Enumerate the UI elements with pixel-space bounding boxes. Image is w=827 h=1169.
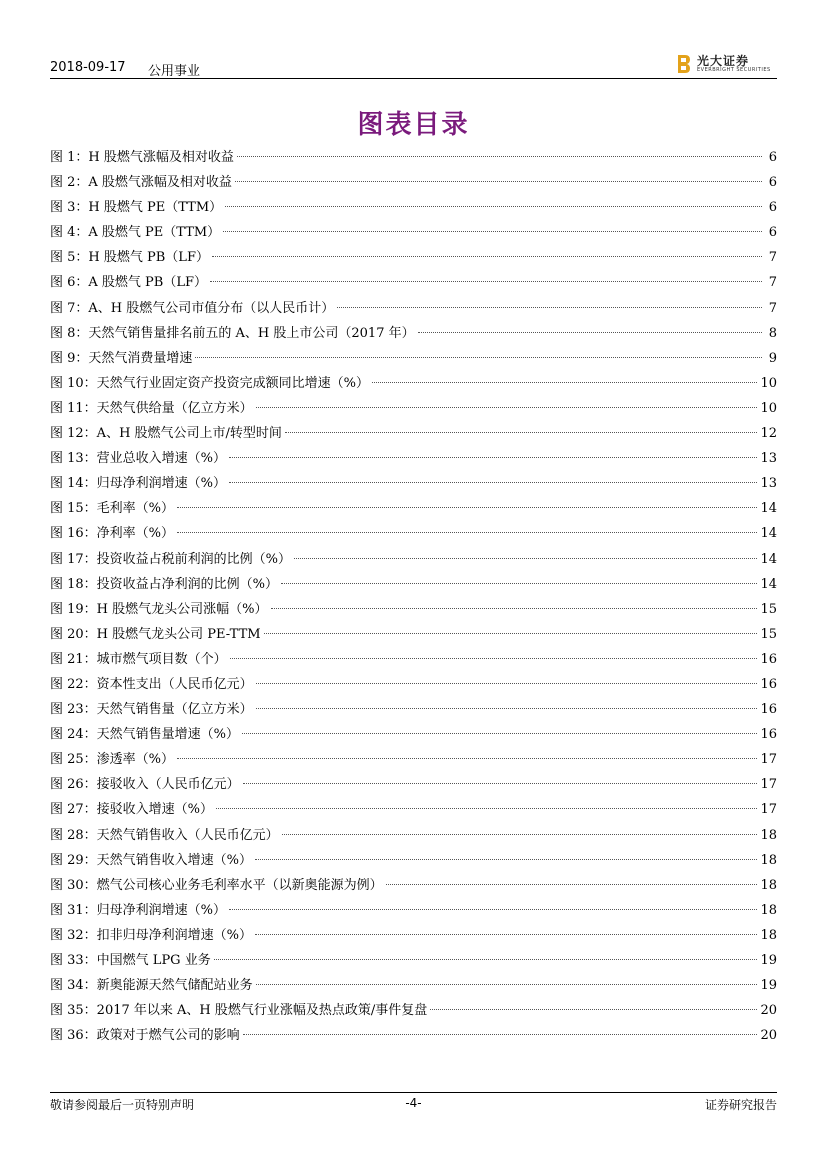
toc-entry-label: 图 31：归母净利润增速（%） [50, 902, 227, 918]
disclaimer-note: 敬请参阅最后一页特别声明 [50, 1098, 195, 1112]
toc-entry[interactable] [50, 421, 777, 446]
toc-entry-page: 10 [760, 400, 777, 416]
toc-entry[interactable] [50, 547, 777, 572]
toc-entry-label: 图 30：燃气公司核心业务毛利率水平（以新奥能源为例） [50, 877, 383, 893]
page-footer [50, 1096, 777, 1114]
toc-dot-leader [430, 1009, 757, 1010]
toc-dot-leader [337, 307, 762, 308]
toc-entry-label: 图 20：H 股燃气龙头公司 PE-TTM [50, 626, 261, 642]
toc-entry-page: 13 [760, 476, 777, 492]
toc-entry-page: 9 [768, 350, 777, 366]
toc-entry-page: 16 [760, 702, 777, 718]
toc-entry-label: 图 8：天然气销售量排名前五的 A、H 股上市公司（2017 年） [50, 325, 415, 341]
toc-entry-page: 18 [760, 927, 777, 943]
toc-dot-leader [177, 507, 757, 508]
logo-text-en: EVERBRIGHT SECURITIES [697, 67, 771, 73]
industry-label: 公用事业 [148, 64, 201, 79]
toc-entry-label: 图 15：毛利率（%） [50, 501, 175, 517]
toc-entry[interactable] [50, 923, 777, 948]
toc-entry-page: 18 [760, 877, 777, 893]
figure-list [50, 145, 777, 1048]
toc-entry-label: 图 25：渗透率（%） [50, 752, 175, 768]
toc-entry[interactable] [50, 797, 777, 822]
toc-entry[interactable] [50, 321, 777, 346]
toc-dot-leader [230, 658, 758, 659]
toc-entry-label: 图 18：投资收益占净利润的比例（%） [50, 576, 279, 592]
toc-entry-page: 17 [760, 752, 777, 768]
toc-entry-label: 图 7：A、H 股燃气公司市值分布（以人民币计） [50, 300, 335, 316]
toc-entry-page: 12 [760, 426, 777, 442]
toc-dot-leader [212, 256, 762, 257]
toc-entry[interactable] [50, 697, 777, 722]
toc-entry[interactable] [50, 998, 777, 1023]
toc-dot-leader [225, 206, 762, 207]
toc-entry[interactable] [50, 898, 777, 923]
toc-entry[interactable] [50, 346, 777, 371]
toc-entry[interactable] [50, 973, 777, 998]
toc-entry-page: 16 [760, 676, 777, 692]
toc-entry-page: 20 [760, 1028, 777, 1044]
toc-entry-label: 图 11：天然气供给量（亿立方米） [50, 400, 253, 416]
toc-entry[interactable] [50, 572, 777, 597]
toc-entry-label: 图 33：中国燃气 LPG 业务 [50, 953, 211, 968]
footer-divider [50, 1092, 777, 1093]
toc-entry-label: 图 16：净利率（%） [50, 526, 175, 542]
toc-entry[interactable] [50, 948, 777, 973]
toc-dot-leader [243, 1034, 758, 1035]
toc-entry-page: 14 [760, 576, 777, 592]
toc-dot-leader [372, 382, 757, 383]
toc-entry-label: 图 32：扣非归母净利润增速（%） [50, 927, 253, 943]
toc-dot-leader [271, 608, 758, 609]
toc-entry-page: 6 [768, 175, 777, 191]
toc-dot-leader [256, 407, 758, 408]
toc-entry[interactable] [50, 747, 777, 772]
toc-entry-label: 图 28：天然气销售收入（人民币亿元） [50, 827, 279, 843]
toc-entry-label: 图 17：投资收益占税前利润的比例（%） [50, 551, 292, 567]
toc-entry-label: 图 19：H 股燃气龙头公司涨幅（%） [50, 601, 268, 617]
logo-mark-icon [677, 54, 691, 74]
toc-entry-page: 19 [760, 953, 777, 968]
toc-dot-leader [282, 834, 758, 835]
toc-entry-page: 13 [760, 451, 777, 467]
toc-dot-leader [235, 181, 762, 182]
toc-entry-label: 图 2：A 股燃气涨幅及相对收益 [50, 175, 232, 191]
toc-dot-leader [256, 984, 758, 985]
page-title: 图表目录 [357, 110, 470, 140]
toc-dot-leader [214, 959, 758, 960]
toc-entry[interactable] [50, 1023, 777, 1048]
toc-entry[interactable] [50, 270, 777, 295]
toc-entry-page: 16 [760, 651, 777, 667]
toc-entry-label: 图 6：A 股燃气 PB（LF） [50, 275, 208, 291]
toc-dot-leader [243, 783, 758, 784]
toc-entry-page: 15 [760, 626, 777, 642]
toc-dot-leader [229, 909, 757, 910]
toc-entry-page: 6 [768, 150, 777, 165]
toc-entry-page: 18 [760, 852, 777, 868]
toc-dot-leader [256, 708, 758, 709]
toc-entry[interactable] [50, 446, 777, 471]
toc-entry-label: 图 34：新奥能源天然气储配站业务 [50, 978, 253, 994]
toc-entry[interactable] [50, 672, 777, 697]
toc-dot-leader [237, 156, 762, 157]
toc-entry-label: 图 22：资本性支出（人民币亿元） [50, 676, 253, 692]
toc-dot-leader [195, 357, 762, 358]
company-logo [677, 52, 777, 76]
toc-entry[interactable] [50, 772, 777, 797]
toc-entry-page: 7 [768, 275, 777, 291]
toc-entry[interactable] [50, 396, 777, 421]
toc-entry[interactable] [50, 296, 777, 321]
toc-entry-page: 14 [760, 526, 777, 542]
toc-entry-page: 17 [760, 802, 777, 818]
toc-entry-label: 图 5：H 股燃气 PB（LF） [50, 250, 209, 266]
toc-entry[interactable] [50, 471, 777, 496]
toc-dot-leader [210, 281, 762, 282]
toc-entry-page: 18 [760, 902, 777, 918]
toc-entry-page: 14 [760, 551, 777, 567]
toc-dot-leader [177, 758, 757, 759]
toc-entry[interactable] [50, 873, 777, 898]
toc-entry[interactable] [50, 848, 777, 873]
toc-dot-leader [216, 808, 757, 809]
toc-entry-label: 图 35：2017 年以来 A、H 股燃气行业涨幅及热点政策/事件复盘 [50, 1003, 428, 1019]
toc-entry-label: 图 10：天然气行业固定资产投资完成额同比增速（%） [50, 375, 370, 391]
toc-entry[interactable] [50, 823, 777, 848]
toc-entry-label: 图 9：天然气消费量增速 [50, 350, 193, 366]
toc-entry-label: 图 29：天然气销售收入增速（%） [50, 852, 253, 868]
toc-entry[interactable] [50, 496, 777, 521]
toc-dot-leader [418, 332, 762, 333]
toc-entry[interactable] [50, 722, 777, 747]
toc-entry-page: 7 [768, 250, 777, 266]
toc-entry-label: 图 13：营业总收入增速（%） [50, 451, 227, 467]
toc-dot-leader [229, 482, 757, 483]
toc-entry-page: 8 [768, 325, 777, 341]
toc-entry-page: 7 [768, 300, 777, 316]
toc-entry[interactable] [50, 245, 777, 270]
toc-entry[interactable] [50, 622, 777, 647]
header-divider [50, 78, 777, 79]
toc-entry-page: 18 [760, 827, 777, 843]
page-header [50, 56, 777, 78]
toc-entry-page: 14 [760, 501, 777, 517]
toc-entry-page: 20 [760, 1003, 777, 1019]
toc-dot-leader [242, 733, 757, 734]
toc-dot-leader [281, 583, 757, 584]
toc-entry-label: 图 21：城市燃气项目数（个） [50, 651, 227, 667]
toc-entry[interactable] [50, 371, 777, 396]
toc-dot-leader [223, 231, 762, 232]
toc-entry-page: 10 [760, 375, 777, 391]
toc-dot-leader [294, 558, 757, 559]
toc-entry-page: 15 [760, 601, 777, 617]
toc-dot-leader [386, 884, 758, 885]
toc-dot-leader [177, 532, 757, 533]
toc-entry-label: 图 24：天然气销售量增速（%） [50, 727, 240, 743]
report-date: 2018-09-17 [50, 60, 126, 75]
logo-text-cn: 光大证券 [697, 54, 750, 68]
toc-entry[interactable] [50, 597, 777, 622]
toc-entry[interactable] [50, 220, 777, 245]
toc-entry-label: 图 12：A、H 股燃气公司上市/转型时间 [50, 426, 282, 442]
toc-entry[interactable] [50, 170, 777, 195]
toc-dot-leader [255, 859, 757, 860]
toc-entry-label: 图 1：H 股燃气涨幅及相对收益 [50, 150, 234, 165]
toc-entry[interactable] [50, 195, 777, 220]
toc-entry-label: 图 14：归母净利润增速（%） [50, 476, 227, 492]
toc-entry-page: 6 [768, 200, 777, 216]
toc-entry-page: 16 [760, 727, 777, 743]
toc-dot-leader [229, 457, 757, 458]
toc-entry-page: 6 [768, 225, 777, 241]
toc-dot-leader [256, 683, 758, 684]
toc-entry-label: 图 3：H 股燃气 PE（TTM） [50, 200, 223, 216]
toc-entry[interactable] [50, 521, 777, 546]
toc-dot-leader [285, 432, 758, 433]
toc-entry-label: 图 26：接驳收入（人民币亿元） [50, 777, 240, 793]
toc-entry-label: 图 36：政策对于燃气公司的影响 [50, 1028, 240, 1044]
toc-dot-leader [255, 934, 757, 935]
toc-dot-leader [264, 633, 758, 634]
toc-entry[interactable] [50, 647, 777, 672]
toc-entry-page: 19 [760, 978, 777, 994]
page-number: -4- [405, 1096, 422, 1110]
toc-entry-label: 图 23：天然气销售量（亿立方米） [50, 702, 253, 718]
toc-entry-page: 17 [760, 777, 777, 793]
report-type: 证券研究报告 [704, 1098, 777, 1112]
toc-entry[interactable] [50, 145, 777, 170]
toc-entry-label: 图 4：A 股燃气 PE（TTM） [50, 225, 221, 241]
toc-entry-label: 图 27：接驳收入增速（%） [50, 802, 214, 818]
